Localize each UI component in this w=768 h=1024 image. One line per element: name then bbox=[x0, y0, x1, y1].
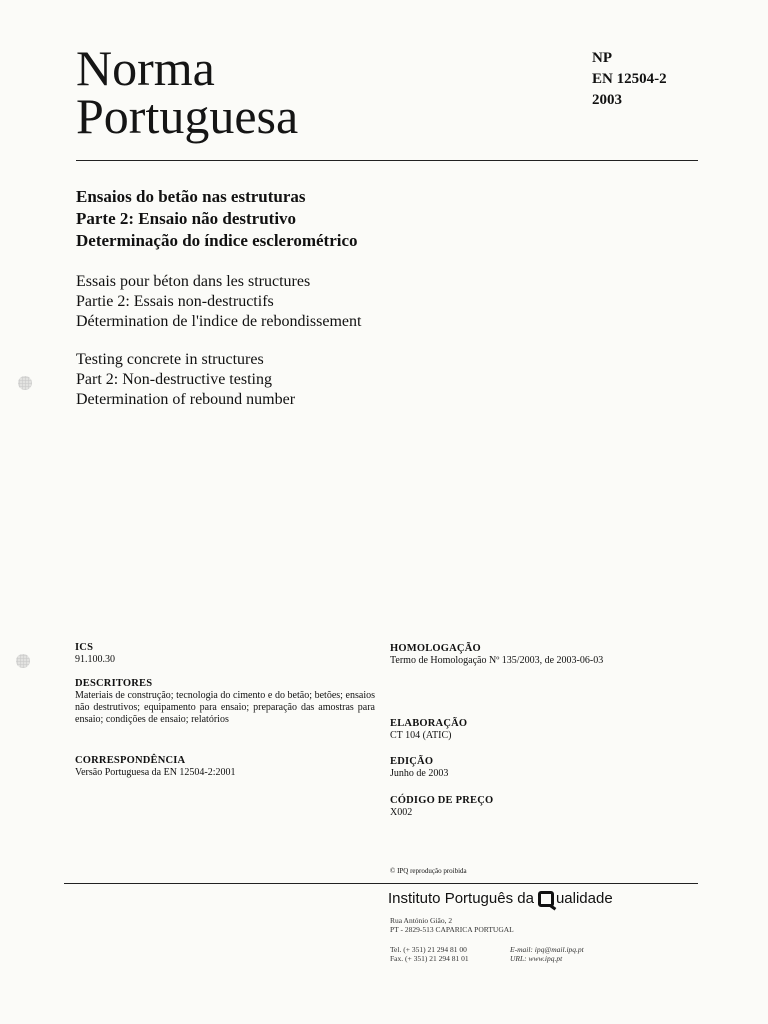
title-line-2: Portuguesa bbox=[76, 88, 299, 144]
codigo-preco-label: CÓDIGO DE PREÇO bbox=[390, 795, 494, 806]
ics-value: 91.100.30 bbox=[75, 654, 115, 665]
codigo-preco-value: X002 bbox=[390, 807, 413, 818]
url-link[interactable]: URL: www.ipq.pt bbox=[510, 954, 563, 963]
english-titles bbox=[76, 350, 295, 410]
elaboracao-label: ELABORAÇÃO bbox=[390, 718, 468, 729]
descritores-section bbox=[75, 678, 375, 726]
edicao-value: Junho de 2003 bbox=[390, 768, 449, 779]
email-url bbox=[510, 945, 584, 963]
institute-logo bbox=[388, 890, 613, 907]
fr-title-2: Partie 2: Essais non-destructifs bbox=[76, 293, 274, 310]
descritores-label: DESCRITORES bbox=[75, 678, 153, 689]
std-prefix: NP bbox=[592, 50, 612, 66]
edicao-label: EDIÇÃO bbox=[390, 756, 434, 767]
correspondencia-section bbox=[75, 755, 236, 779]
ics-section bbox=[75, 642, 115, 666]
std-number: EN 12504-2 bbox=[592, 71, 667, 87]
correspondencia-value: Versão Portuguesa da EN 12504-2:2001 bbox=[75, 767, 236, 778]
phone-fax bbox=[390, 945, 469, 963]
correspondencia-label: CORRESPONDÊNCIA bbox=[75, 755, 186, 766]
elaboracao-section bbox=[390, 718, 467, 742]
edicao-section bbox=[390, 756, 448, 780]
pt-title-3: Determinação do índice esclerométrico bbox=[76, 231, 358, 250]
french-titles bbox=[76, 272, 361, 332]
email-link[interactable]: E-mail: ipq@mail.ipq.pt bbox=[510, 945, 584, 954]
institute-address bbox=[390, 916, 514, 934]
codigo-preco-section bbox=[390, 795, 493, 819]
pt-title-2: Parte 2: Ensaio não destrutivo bbox=[76, 209, 297, 228]
address-line-1: Rua António Gião, 2 bbox=[390, 916, 453, 925]
institute-name-end: ualidade bbox=[555, 890, 613, 907]
address-line-2: PT - 2829-513 CAPARICA PORTUGAL bbox=[390, 925, 514, 934]
scan-speck bbox=[18, 376, 32, 390]
descritores-value: Materiais de construção; tecnologia do cimento e do betão; betões; ensaios não destrutivos; equipamento para ensaio; preparação das amostras para ensaio; condições de ensaio; relatórios bbox=[75, 690, 375, 725]
main-title bbox=[76, 40, 299, 144]
institute-name-start: Instituto Português da bbox=[388, 890, 534, 907]
q-logo-icon bbox=[538, 891, 554, 907]
fr-title-3: Détermination de l'indice de rebondissement bbox=[76, 313, 362, 330]
homologacao-value: Termo de Homologação Nº 135/2003, de 2003-06-03 bbox=[390, 655, 604, 666]
fax: Fax. (+ 351) 21 294 81 01 bbox=[390, 954, 469, 963]
portuguese-titles bbox=[76, 186, 358, 252]
copyright-notice: © IPQ reprodução proibida bbox=[390, 867, 467, 875]
elaboracao-value: CT 104 (ATIC) bbox=[390, 730, 452, 741]
en-title-2: Part 2: Non-destructive testing bbox=[76, 371, 272, 388]
ics-label: ICS bbox=[75, 642, 94, 653]
fr-title-1: Essais pour béton dans les structures bbox=[76, 273, 311, 290]
footer-rule bbox=[64, 883, 698, 884]
std-year: 2003 bbox=[592, 92, 622, 108]
header-rule bbox=[76, 160, 698, 161]
en-title-3: Determination of rebound number bbox=[76, 391, 296, 408]
scan-speck bbox=[16, 654, 30, 668]
homologacao-label: HOMOLOGAÇÃO bbox=[390, 643, 481, 654]
en-title-1: Testing concrete in structures bbox=[76, 351, 264, 368]
pt-title-1: Ensaios do betão nas estruturas bbox=[76, 187, 306, 206]
telephone: Tel. (+ 351) 21 294 81 00 bbox=[390, 945, 467, 954]
homologacao-section bbox=[390, 643, 603, 667]
standard-reference bbox=[592, 48, 667, 111]
title-line-1: Norma bbox=[76, 40, 215, 96]
